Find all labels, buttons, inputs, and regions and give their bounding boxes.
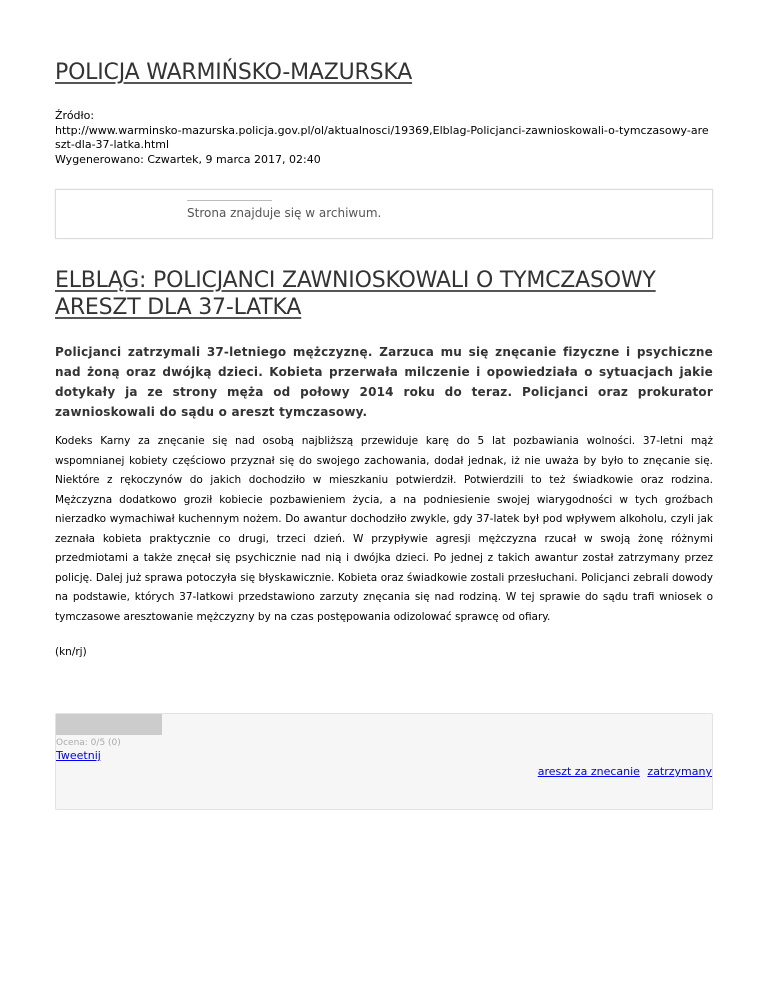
article-body: Kodeks Karny za znęcanie się nad osobą najbliższą przewiduje karę do 5 lat pozbawiania wolności. 37-letni mąż wspomnianej kobiety częściowo przyznał się do swojego zachowania, dodał jednak, iż nie uważa by było to znęcanie się. Niektóre z rękoczynów do jakich dochodziło w mieszkaniu potwierdził. Potwierdzili to też świadkowie oraz rodzina. Mężczyzna dodatkowo groził kobiecie pozbawieniem życia, a na podniesienie swojej wiarygodności w tych groźbach nierzadko wymachiwał kuchennym nożem. Do awantur dochodziło zwykle, gdy 37-latek był pod wpływem alkoholu, czyli jak zeznała kobieta praktycznie co drugi, trzeci dzień. W przypływie agresji mężczyzna rzucał w swoją żonę różnymi przedmiotami a także znęcał się psychicznie nad nią i dwójka dzieci. Po jednej z takich awantur został zatrzymany przez policję. Dalej już sprawa potoczyła się błyskawicznie. Kobieta oraz świadkowie zostali przesłuchani. Policjanci zebrali dowody na podstawie, których 37-latkowi przedstawiono zarzuty znęcania się nad rodziną. W tej sprawie do sądu trafi wniosek o tymczasowe aresztowanie mężczyzny by na czas postępowania odizolować sprawcę od ofiary.	[55, 435, 713, 623]
archive-notice-box	[55, 189, 713, 239]
article-footer	[55, 713, 713, 810]
tag-link[interactable]: areszt za znecanie	[537, 765, 640, 778]
article-signature: (kn/rj)	[55, 646, 87, 658]
rating-text: Ocena: 0/5 (0)	[56, 738, 121, 748]
tag-list	[534, 765, 712, 778]
source-meta	[55, 109, 713, 167]
archive-divider	[187, 200, 272, 201]
source-label: Źródło:	[55, 109, 95, 122]
generated-date: Wygenerowano: Czwartek, 9 marca 2017, 02:40	[55, 152, 321, 166]
source-url: http://www.warminsko-mazurska.policja.gov.pl/ol/aktualnosci/19369,Elblag-Policjanci-zawnioskowali-o-tymczasowy-areszt-dla-37-latka.html	[55, 123, 709, 151]
article-title: ELBLĄG: POLICJANCI ZAWNIOSKOWALI O TYMCZASOWY ARESZT DLA 37-LATKA	[55, 268, 656, 320]
article-lead: Policjanci zatrzymali 37-letniego mężczyznę. Zarzuca mu się znęcanie fizyczne i psychiczne nad żoną oraz dwójką dzieci. Kobieta przerwała milczenie i opowiedziała o sytuacjach jakie dotykały ja ze strony męża od połowy 2014 roku do teraz. Policjanci oraz prokurator zawnioskowali do sądu o areszt tymczasowy.	[55, 345, 713, 419]
tag-link[interactable]: zatrzymany	[647, 765, 712, 778]
site-title: POLICJA WARMIŃSKO-MAZURSKA	[55, 60, 413, 85]
rating-stars[interactable]	[56, 714, 162, 735]
archive-notice: Strona znajduje się w archiwum.	[187, 206, 382, 220]
tweet-link[interactable]: Tweetnij	[56, 749, 101, 762]
